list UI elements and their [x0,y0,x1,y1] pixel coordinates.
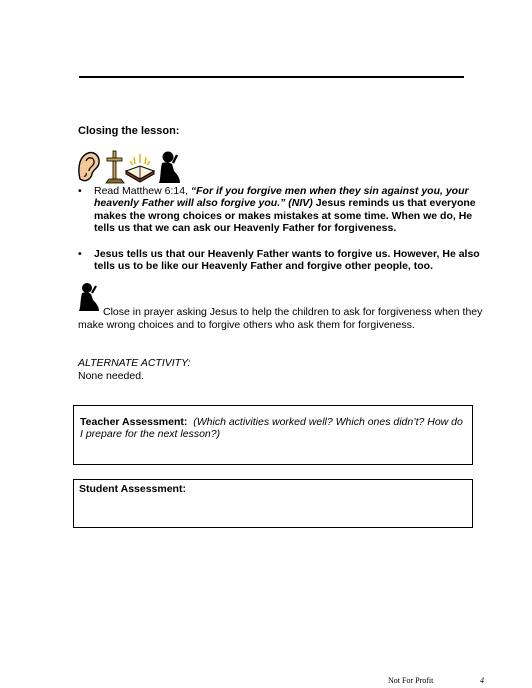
closing-heading: Closing the lesson: [78,125,180,137]
bible-icon [126,154,154,182]
bullet-dot: • [78,185,82,197]
teacher-assessment-label: Teacher Assessment: [80,416,188,428]
bullet-intro: Read Matthew 6:14, [94,185,191,197]
prayer-line-2: make wrong choices and to forgive others who ask them for forgiveness. [78,319,415,331]
page-number: 4 [480,676,484,685]
lesson-icons [76,149,186,185]
list-item [78,248,480,273]
alternate-activity-title: ALTERNATE ACTIVITY: [78,357,191,369]
student-assessment-box[interactable] [73,479,473,528]
teacher-assessment-prompt: (Which activities worked well? Which ones didn’t? How do I prepare for the next lesson?) [80,416,463,441]
praying-child-icon [78,282,100,312]
teacher-assessment-box[interactable] [73,405,473,465]
ear-icon [79,153,99,181]
bullet-scripture-quote: “For if you forgive men when they sin against you, your heavenly Father will also forgive you.” (NIV) [94,185,469,210]
lesson-bullets [78,185,480,285]
list-item [78,185,480,235]
top-rule [79,76,464,78]
prayer-line-1: Close in prayer asking Jesus to help the children to ask for forgiveness when they [103,306,483,318]
bullet-text: Jesus tells us that our Heavenly Father wants to forgive us. However, He also tells us to be like our Heavenly Father and forgive other people, too. [94,247,480,273]
cross-icon [106,151,124,183]
alternate-activity-body: None needed. [78,370,144,382]
praying-child-icon [159,152,180,184]
student-assessment-label: Student Assessment: [79,483,186,495]
bullet-dot: • [78,247,82,260]
footer-text: Not For Profit [388,676,434,685]
alternate-activity [78,357,191,383]
bullet-explanation: Jesus reminds us that everyone makes the wrong choices or makes mistakes at some time. When we do, He tells us that we can ask our Heavenly Father for forgiveness. [94,197,476,235]
